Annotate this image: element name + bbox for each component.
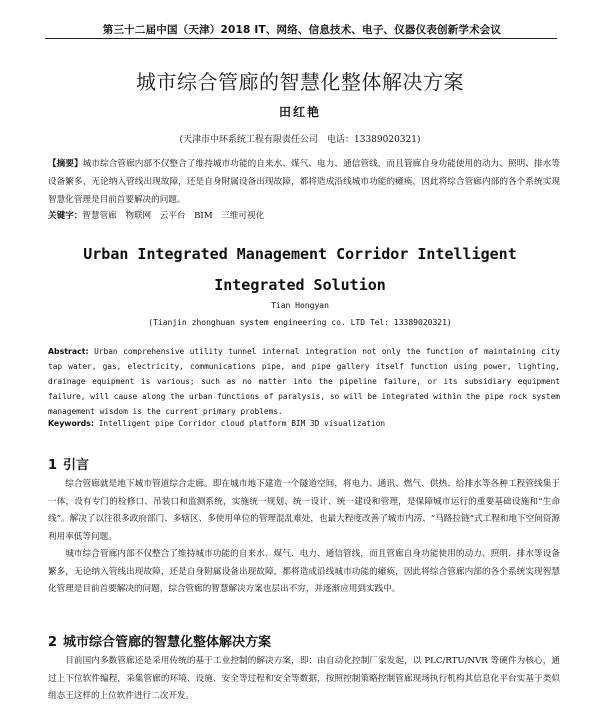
en-title-line2: Integrated Solution (214, 276, 386, 294)
cn-abstract (48, 155, 560, 209)
header-rule (45, 38, 557, 39)
en-keywords (48, 419, 560, 428)
cn-author: 田红艳 (278, 105, 321, 119)
en-abstract-label: Abstract: (48, 347, 89, 356)
section-1-heading (48, 454, 89, 473)
en-abstract (48, 344, 560, 419)
section-2-number: 2 (48, 635, 58, 650)
en-affiliation: (Tianjin zhonghuan system engineering co. LTD Tel: 13389020321) (148, 318, 452, 327)
en-title-line1: Urban Integrated Management Corridor Intelligent (83, 245, 517, 263)
section-1-paragraph-2: 城市综合管廊内部不仅整合了维持城市功能的自来水、煤气、电力、通信管线，而且管廊自身功能使用的动力、照明、排水等设备繁多，无论纳入管线出现故障，还是自身附属设备出现故障，都将造成沿线城市功能的瘫痪，因此将综合管廊内部的各个系统实现智慧化管理是目前首要解决的问题，综合管廊的智慧解决方案也层出不穷，并逐渐应用到实践中。 (48, 549, 560, 594)
en-keywords-text: Intelligent pipe Corridor cloud platform BIM 3D visualization (98, 419, 386, 428)
cn-keywords-label: 关键字： (48, 211, 83, 221)
section-2-paragraph-1: 目前国内多数管廊还是采用传统的基于工业控制的解决方案，即：由自动化控制厂家发起，以 PLC/RTU/NVR 等硬件为核心，通过上下位软件编程，采集管廊的环境、设施、安全等过程和安全等数据，按照控制策略控制管廊现场执行机构其信息化平台实基于类似组态王这样的上位软件进行二次开发。 (48, 656, 560, 701)
cn-keywords-text: 智慧管廊 物联网 云平台 BIM 三维可视化 (82, 211, 265, 221)
cn-abstract-label: 【摘要】 (48, 159, 83, 169)
en-abstract-text: Urban comprehensive utility tunnel internal integration not only the function of maintaining city tap water, gas, electricity, communications pipe, and pipe gallery itself function using power, lighting, drainage equipment is various; such as no matter into the pipeline failure, or its subsidiary equipment failure, will cause along the urban functions of paralysis, so will be integrated within the pipe rock system management wisdom is the current primary problems. (48, 347, 560, 416)
cn-keywords (48, 209, 560, 221)
section-2-heading (48, 631, 271, 650)
cn-abstract-text: 城市综合管廊内部不仅整合了维持城市功能的自来水、煤气、电力、通信管线，而且管廊自身功能使用的动力、照明、排水等设备繁多，无论纳入管线出现故障，还是自身附属设备出现故障，都将造成沿线城市功能的瘫痪，因此将综合管廊内部的各个系统实现智慧化管理是目前首要解决的问题。 (48, 159, 560, 205)
cn-affiliation: (天津市中环系统工程有限责任公司 电话：13389020321) (179, 135, 421, 145)
conference-header: 第三十二届中国（天津）2018 IT、网络、信息技术、电子、仪器仪表创新学术会议 (102, 24, 502, 36)
section-1-paragraph-1: 综合管廊就是地下城市管道综合走廊。即在城市地下建造一个隧道空间，将电力、通讯、燃气、供热、给排水等各种工程管线集于一体，设有专门的检修口、吊装口和监测系统，实施统一规划、统一设计、统一建设和管理，是保障城市运行的重要基础设施和“生命线”。解决了以往很多政府部门、多辖区、多使用单位的管理混乱难处，也最大程度改善了城市内涝、“马路拉链”式工程和地下空间资源利用率低等问题。 (48, 479, 560, 542)
section-1-number: 1 (48, 458, 58, 473)
section-1-title: 引言 (63, 458, 90, 473)
en-author: Tian Hongyan (271, 301, 329, 310)
cn-title: 城市综合管廊的智慧化整体解决方案 (136, 70, 464, 94)
section-2-title: 城市综合管廊的智慧化整体解决方案 (63, 635, 272, 650)
en-keywords-label: Keywords: (48, 419, 95, 428)
